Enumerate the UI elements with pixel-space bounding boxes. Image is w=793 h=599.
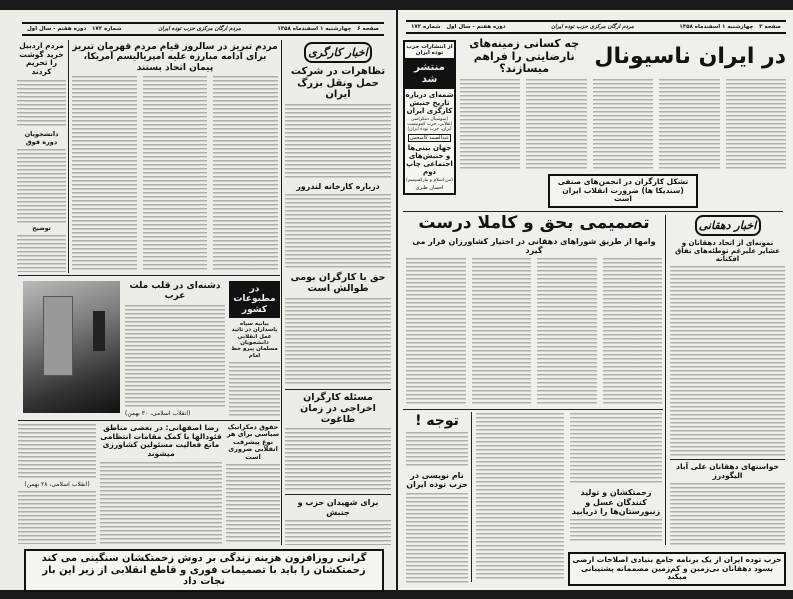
article-text bbox=[285, 428, 391, 491]
article-text bbox=[285, 104, 391, 180]
article-text bbox=[603, 258, 663, 406]
headline-registration: نام نویسی در حزب توده ایران bbox=[406, 471, 468, 490]
divider bbox=[665, 215, 666, 545]
left-news-column bbox=[17, 42, 66, 272]
article-text bbox=[406, 432, 468, 468]
headline-explanation: توضیح bbox=[32, 224, 51, 232]
headline-ardabil: مردم اردبیل خرید گوشت را تحریم کردند bbox=[19, 41, 64, 76]
headline-students: دانشجویان دوره فوق bbox=[24, 130, 59, 146]
masthead: مردم ارگان مرکزی حزب توده ایران bbox=[551, 24, 634, 30]
headline-dismissed: مسئله کارگران اخراجی در زمان طاغوت bbox=[300, 391, 376, 425]
ad-author1: عبدالصمد کامبخش bbox=[409, 135, 450, 141]
article-text bbox=[17, 235, 66, 272]
headline-rights: حقوق دمکراتیک سیاسی برای هر نوع پیشرفت انقلابی ضروری است bbox=[226, 423, 280, 461]
article-text bbox=[143, 76, 208, 272]
divider bbox=[285, 389, 391, 390]
source-note: (انقلاب اسلامی، ۳۰ بهمن) bbox=[125, 410, 191, 417]
divider bbox=[68, 40, 69, 273]
article-text bbox=[526, 79, 586, 171]
article-text bbox=[570, 519, 662, 543]
labor-news-column bbox=[285, 42, 391, 545]
right-page-header bbox=[406, 20, 786, 34]
headline-aliabad: خواستهای دهقانان علی آباد الیگودرز bbox=[676, 462, 779, 480]
article-text bbox=[125, 305, 225, 407]
divider bbox=[18, 275, 280, 276]
main-subheadline: چه کسانی زمینه‌های نارضایتی را فراهم میسازند؟ bbox=[469, 37, 580, 76]
banner-line: گرانی روزافزون هزینه زندگی بر دوش زحمتکشان سنگینی می کند bbox=[41, 553, 367, 564]
article-text bbox=[537, 258, 597, 406]
main-headline: در ایران ناسیونال bbox=[594, 44, 786, 70]
reza-article bbox=[100, 424, 222, 544]
headline-unity: نمونه‌ای از اتحاد دهقانان و عشایر علیرغم توطئه‌های نفاق افکنانه bbox=[674, 239, 781, 264]
headline-martyrs: برای شهیدان حزب و جنبش bbox=[297, 498, 379, 517]
divider bbox=[18, 420, 280, 421]
headline-dagger: دشنه‌ای در قلب ملت عرب bbox=[129, 281, 221, 302]
peasant-news-badge: اخبار دهقانی bbox=[695, 215, 761, 236]
article-text bbox=[17, 149, 66, 222]
article-text bbox=[229, 362, 280, 417]
decision-story bbox=[406, 214, 662, 406]
article-text bbox=[726, 79, 786, 171]
article-text bbox=[406, 258, 466, 406]
headline-reza: رضا اصفهانی: در بعضی مناطق فئودالها با کمک مقامات انتظامی مانع فعالیت مسئولین کشاورزی میشوند bbox=[100, 423, 222, 458]
divider bbox=[471, 412, 472, 582]
issue: شماره ۱۷۲ دوره هفتم - سال اول bbox=[27, 26, 122, 32]
dagger-article bbox=[125, 281, 225, 417]
ad-book2-sub: (من اسلام و مارکسیسم) bbox=[406, 178, 453, 183]
honey-article bbox=[570, 413, 662, 543]
land-reform-box bbox=[568, 552, 786, 586]
headline-landrover: درباره کارخانه لندرور bbox=[296, 182, 380, 192]
article-text bbox=[18, 491, 96, 545]
article-text bbox=[72, 76, 137, 272]
decision-subheadline: وامها از طریق شوراهای دهقانی در اختیار کشاورزان قرار می گیرد bbox=[412, 236, 656, 255]
article-text bbox=[659, 79, 719, 171]
tabriz-article bbox=[72, 42, 278, 272]
article-text bbox=[213, 76, 278, 272]
masthead: مردم ارگان مرکزی حزب توده ایران bbox=[158, 26, 241, 32]
syndicates-box bbox=[548, 174, 698, 208]
article-text bbox=[570, 413, 662, 485]
ad-author2: احسان طبری bbox=[415, 185, 444, 191]
news-photo bbox=[23, 281, 120, 413]
date: صفحه ۶ چهارشنبه ۱ اسفندماه ۱۳۵۸ bbox=[277, 26, 379, 32]
rights-article bbox=[226, 424, 280, 544]
headline-transport: تظاهرات در شرکت حمل ونقل بزرگ ایران bbox=[290, 66, 386, 100]
top-story bbox=[460, 38, 786, 208]
divider bbox=[670, 459, 785, 460]
book-ad bbox=[403, 40, 456, 195]
land-reform-line: بسود دهقانان بی‌زمین و کم‌زمین مصممانه پشتیبانی میکند bbox=[581, 563, 773, 582]
headline-attention: توجه ! bbox=[415, 413, 459, 429]
article-text bbox=[593, 79, 653, 171]
left-page bbox=[0, 10, 396, 590]
ad-book1: شمه‌ای درباره تاریخ جنبش کارگری ایران bbox=[405, 91, 454, 115]
source-note: (انقلاب اسلامی، ۲۸ بهمن) bbox=[24, 480, 90, 488]
article-text bbox=[476, 413, 564, 581]
divider bbox=[403, 211, 783, 212]
article-text bbox=[226, 464, 280, 544]
article-text bbox=[472, 258, 532, 406]
left-page-header bbox=[22, 22, 384, 36]
bottom-banner bbox=[24, 549, 384, 592]
issue: دوره هفتم - سال اول شماره ۱۷۲ bbox=[411, 24, 506, 30]
headline-honey: زحمتکشان و تولید کنندگان عسل و زنبورستان‌ها را دریابید bbox=[571, 488, 661, 516]
right-page bbox=[398, 10, 793, 590]
ad-published: منتشر شد bbox=[405, 58, 454, 89]
headline-talesh: حق با کارگران بومی طوالش است bbox=[290, 271, 386, 294]
peasant-news-column bbox=[670, 215, 785, 545]
article-text bbox=[17, 80, 66, 129]
article-text bbox=[670, 483, 785, 545]
lower-left-column bbox=[18, 424, 96, 544]
lower-middle-column bbox=[476, 413, 564, 581]
divider bbox=[285, 494, 391, 495]
article-text bbox=[406, 493, 468, 583]
article-text bbox=[285, 298, 391, 386]
article-text bbox=[100, 462, 222, 545]
date: صفحه ۳ چهارشنبه ۱ اسفندماه ۱۳۵۸ bbox=[679, 24, 781, 30]
banner-line: زحمتکشان را باید با تصمیمات فوری و قاطع انقلابی از زیر این بار نجات داد bbox=[42, 564, 366, 587]
decision-headline: تصمیمی بحق و کاملا درست bbox=[418, 213, 650, 233]
land-reform-line: حزب توده ایران از یک برنامه جامع بنیادی اصلاحات ارضی bbox=[572, 555, 782, 565]
syndicates-headline: تشکل کارگران در انجمن‌های صنفی (سندیکا ها) ضرورت انقلاب ایران است bbox=[557, 177, 689, 204]
press-box: در مطبوعات کشور bbox=[229, 281, 280, 318]
article-text bbox=[285, 520, 391, 545]
article-text bbox=[670, 266, 785, 456]
article-text bbox=[285, 194, 391, 270]
labor-news-badge: اخبار کارگری bbox=[304, 42, 372, 63]
headline-tabriz: مردم تبریز در سالروز قیام مردم قهرمان تبریز برای ادامه مبارزه علیه امپریالیسم آمریکا، پیمان اتحاد بستند bbox=[72, 42, 278, 73]
press-subheadline: بیانیه سپاه پاسداران در تائید عمل انقلابی دانشجویان مسلمان پیرو خط امام bbox=[231, 321, 278, 359]
divider bbox=[403, 409, 663, 410]
ad-book1-sub: (سوسیال دمکراسی انقلابی، حزب کمونیست ایران، حزب توده ایران) bbox=[407, 117, 452, 132]
article-text bbox=[460, 79, 520, 171]
ad-book2: جهان بینی‌ها و جنبش‌های اجتماعی چاپ دوم bbox=[406, 144, 453, 176]
divider bbox=[281, 40, 282, 545]
article-text bbox=[18, 424, 96, 478]
press-column bbox=[229, 281, 280, 417]
attention-column bbox=[406, 413, 468, 583]
ad-publisher: از انتشارات حزب توده ایران bbox=[406, 44, 453, 56]
